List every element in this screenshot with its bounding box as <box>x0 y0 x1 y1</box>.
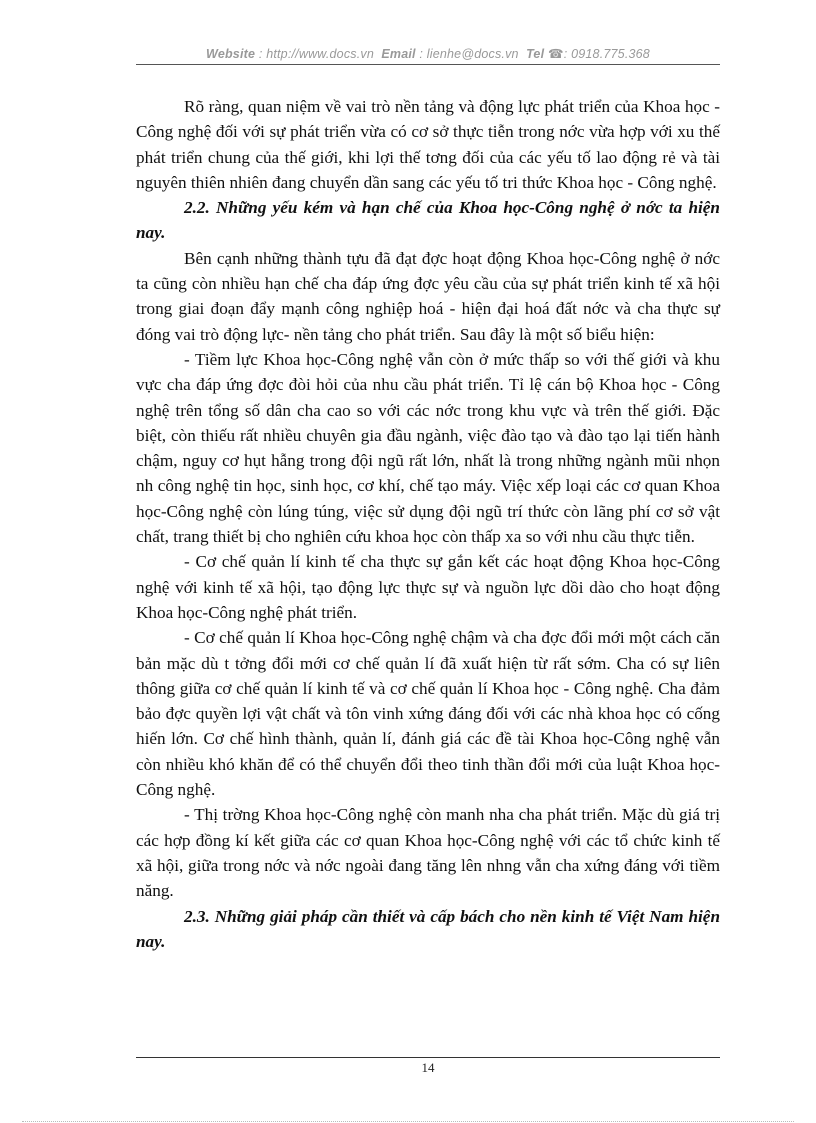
website-label: Website <box>206 47 256 61</box>
paragraph-6: - Thị trờng Khoa học-Công nghệ còn manh nha cha phát triển. Mặc dù giá trị các hợp đồng kí kết giữa các cơ quan Khoa học-Công nghệ với các tổ chức kinh tế xã hội, giữa trong nớc và nớc ngoài đang tăng lên nhng vẫn cha xứng đáng với tiềm năng. <box>136 805 720 901</box>
phone-icon: ☎ <box>547 47 564 61</box>
page-header <box>136 46 720 61</box>
website-value: : http://www.docs.vn <box>258 47 375 61</box>
footer-divider <box>136 1057 720 1058</box>
tel-value: : 0918.775.368 <box>563 47 650 61</box>
document-body <box>136 94 720 954</box>
paragraph-2: Bên cạnh những thành tựu đã đạt đợc hoạt động Khoa học-Công nghệ ở nớc ta cũng còn nhiều hạn chế cha đáp ứng đợc yêu cầu của sự phát triển kinh tế xã hội trong giai đoạn đẩy mạnh công nghiệp hoá - hiện đại hoá đất nớc và cha thực sự đóng vai trò động lực- nền tảng cho phát triển. Sau đây là một số biểu hiện: <box>136 248 720 344</box>
page-edge <box>22 1121 794 1122</box>
header-divider <box>136 64 720 65</box>
email-label: Email <box>381 47 416 61</box>
paragraph-1: Rõ ràng, quan niệm về vai trò nền tảng và động lực phát triển của Khoa học - Công nghệ đối với sự phát triển vừa có cơ sở thực tiễn trong nớc vừa hợp với xu thế phát triển chung của thế giới, khi lợi thế tơng đối của các yếu tố lao động rẻ và tài nguyên thiên nhiên đang chuyển dần sang các yếu tố tri thức Khoa học - Công nghệ. <box>136 97 720 192</box>
section-heading-2-2: 2.2. Những yếu kém và hạn chế của Khoa học-Công nghệ ở nớc ta hiện nay. <box>136 198 720 243</box>
page-number: 14 <box>421 1060 435 1075</box>
paragraph-4: - Cơ chế quản lí kinh tế cha thực sự gắn kết các hoạt động Khoa học-Công nghệ với kinh tế xã hội, tạo động lực thực sự và nguồn lực dồi dào cho hoạt động Khoa học-Công nghệ phát triển. <box>136 552 720 622</box>
paragraph-3: - Tiềm lực Khoa học-Công nghệ vẫn còn ở mức thấp so với thế giới và khu vực cha đáp ứng đợc đòi hỏi của nhu cầu phát triển. Tỉ lệ cán bộ Khoa học - Công nghệ trên tổng số dân cha cao so với các nớc trong khu vực và trên thế giới. Đặc biệt, còn thiếu rất nhiều chuyên gia đầu ngành, việc đào tạo và đào tạo lại tiến hành chậm, nguy cơ hụt hẫng trong đội ngũ rất lớn, nhất là trong những ngành mũi nhọn nh công nghệ tin học, sinh học, cơ khí, chế tạo máy. Việc xếp loại các cơ quan Khoa học-Công nghệ còn lúng túng, việc sử dụng đội ngũ trí thức còn lãng phí cơ sở vật chất, trang thiết bị cho nghiên cứu khoa học còn thấp xa so với nhu cầu thực tiễn. <box>136 349 720 547</box>
section-heading-2-3: 2.3. Những giải pháp cần thiết và cấp bách cho nền kinh tế Việt Nam hiện nay. <box>136 906 720 951</box>
tel-label: Tel <box>526 47 545 61</box>
paragraph-5: - Cơ chế quản lí Khoa học-Công nghệ chậm và cha đợc đổi mới một cách căn bản mặc dù t tởng đổi mới cơ chế quản lí đã xuất hiện từ rất sớm. Cha có sự liên thông giữa cơ chế quản lí kinh tế và cơ chế quản lí Khoa học - Công nghệ. Cha đảm bảo đợc quyền lợi vật chất và tôn vinh xứng đáng đối với các nhà khoa học có cống hiến lớn. Cơ chế hình thành, quản lí, đánh giá các đề tài Khoa học-Công nghệ vẫn còn nhiều khó khăn để có thể chuyển đổi theo tinh thần đổi mới của luật Khoa học-Công nghệ. <box>136 628 720 800</box>
email-value: : lienhe@docs.vn <box>419 47 519 61</box>
